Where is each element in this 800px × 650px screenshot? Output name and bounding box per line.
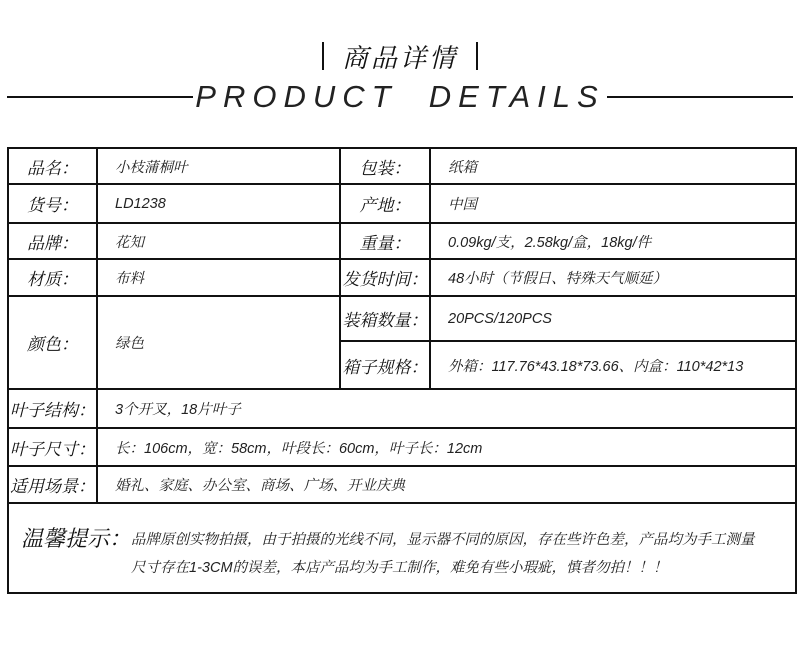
label-item-number: 货号： bbox=[8, 184, 97, 223]
table-row bbox=[8, 223, 796, 259]
table-row bbox=[8, 184, 796, 223]
warm-tips-line2: 尺寸存在1-3CM的误差，本店产品均为手工制作，难免有些小瑕疵，慎者勿拍！！！ bbox=[131, 560, 668, 576]
table-row bbox=[8, 428, 796, 466]
value-box-size: 外箱：117.76*43.18*73.66、内盒：110*42*13 bbox=[430, 341, 796, 389]
page-title-english: PRODUCT DETAILS bbox=[195, 79, 605, 114]
value-product-name: 小枝蒲桐叶 bbox=[97, 148, 340, 184]
label-use-scenes: 适用场景： bbox=[8, 466, 97, 503]
label-material: 材质： bbox=[8, 259, 97, 296]
label-leaf-structure: 叶子结构： bbox=[8, 389, 97, 428]
value-weight: 0.09kg/支，2.58kg/盒，18kg/件 bbox=[430, 223, 796, 259]
table-row bbox=[8, 259, 796, 296]
label-weight: 重量： bbox=[340, 223, 430, 259]
tips-cell bbox=[8, 503, 796, 593]
value-brand: 花知 bbox=[97, 223, 340, 259]
label-origin: 产地： bbox=[340, 184, 430, 223]
label-shipping-time: 发货时间： bbox=[340, 259, 430, 296]
product-spec-table bbox=[7, 147, 797, 594]
value-color: 绿色 bbox=[97, 296, 340, 389]
warm-tips-line1: 品牌原创实物拍摄，由于拍摄的光线不同，显示器不同的原因，存在些许色差，产品均为手工测量 bbox=[131, 532, 755, 548]
right-divider-bar bbox=[476, 42, 478, 70]
value-use-scenes: 婚礼、家庭、办公室、商场、广场、开业庆典 bbox=[97, 466, 796, 503]
value-carton-quantity: 20PCS/120PCS bbox=[430, 296, 796, 341]
value-leaf-structure: 3个开叉，18片叶子 bbox=[97, 389, 796, 428]
value-packaging: 纸箱 bbox=[430, 148, 796, 184]
label-packaging: 包装： bbox=[340, 148, 430, 184]
left-divider-bar bbox=[322, 42, 324, 70]
right-horizontal-rule bbox=[607, 96, 793, 98]
value-shipping-time: 48小时（节假日、特殊天气顺延） bbox=[430, 259, 796, 296]
table-row bbox=[8, 148, 796, 184]
label-box-size: 箱子规格： bbox=[340, 341, 430, 389]
label-leaf-size: 叶子尺寸： bbox=[8, 428, 97, 466]
table-row bbox=[8, 503, 796, 593]
table-row bbox=[8, 296, 796, 341]
title-en-row bbox=[7, 79, 793, 115]
page-header bbox=[0, 0, 800, 115]
value-material: 布料 bbox=[97, 259, 340, 296]
table-row bbox=[8, 466, 796, 503]
warm-tips-label: 温馨提示： bbox=[21, 526, 132, 551]
value-leaf-size: 长：106cm，宽：58cm，叶段长：60cm，叶子长：12cm bbox=[97, 428, 796, 466]
value-item-number: LD1238 bbox=[97, 184, 340, 223]
page-title-chinese: 商品详情 bbox=[341, 42, 458, 73]
label-product-name: 品名： bbox=[8, 148, 97, 184]
value-origin: 中国 bbox=[430, 184, 796, 223]
warm-tips-text bbox=[131, 524, 789, 582]
left-horizontal-rule bbox=[7, 96, 193, 98]
table-row bbox=[8, 389, 796, 428]
label-color: 颜色： bbox=[8, 296, 97, 389]
warm-tips bbox=[9, 514, 795, 582]
label-carton-quantity: 装箱数量： bbox=[340, 296, 430, 341]
label-brand: 品牌： bbox=[8, 223, 97, 259]
title-cn-row bbox=[0, 40, 800, 72]
